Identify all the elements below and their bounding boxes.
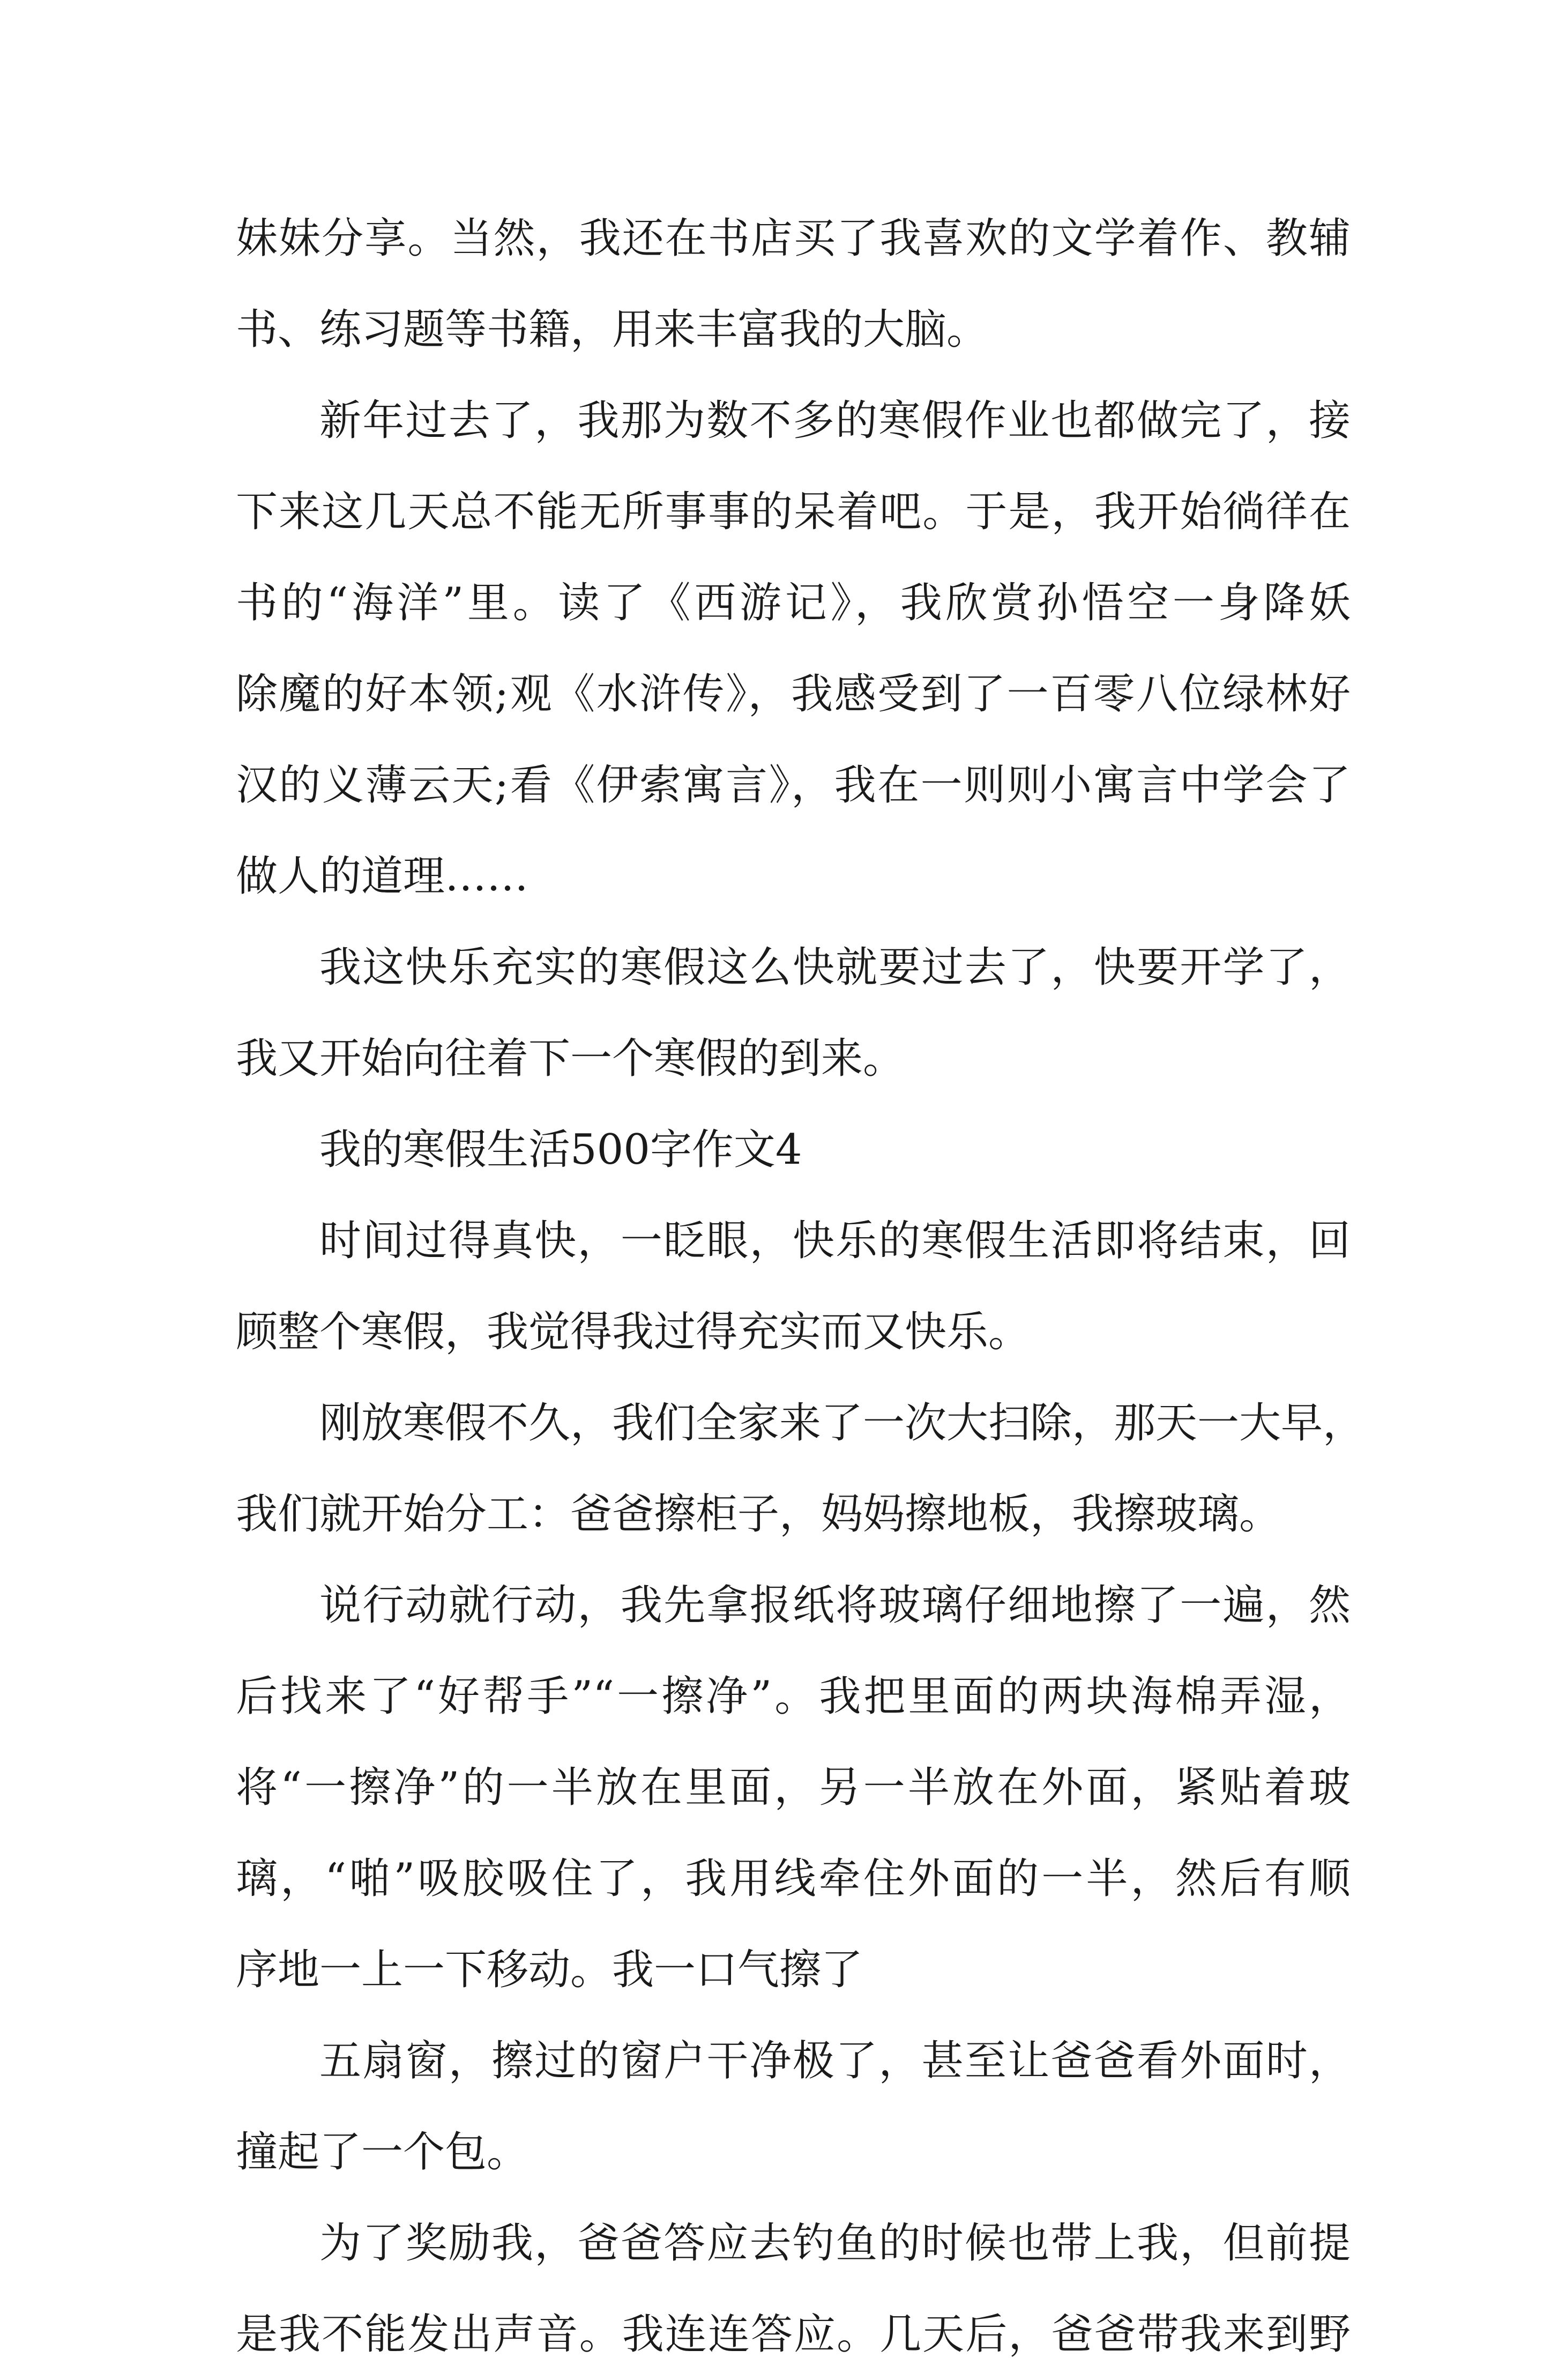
text-line: 是我不能发出声音。我连连答应。几天后，爸爸带我来到野 (236, 2310, 1351, 2359)
document-body (236, 193, 1365, 2380)
text-line: 汉的义薄云天;看《伊索寓言》，我在一则则小寓言中学会了 (236, 761, 1351, 809)
text-line: 除魔的好本领;观《水浒传》，我感受到了一百零八位绿林好 (236, 670, 1351, 718)
paragraph-start-line: 说行动就行动，我先拿报纸将玻璃仔细地擦了一遍，然 (319, 1581, 1351, 1630)
text-line: 书、练习题等书籍，用来丰富我的大脑。 (236, 306, 989, 354)
section-heading: 我的寒假生活500字作文4 (319, 1126, 802, 1174)
paragraph-start-line: 新年过去了，我那为数不多的寒假作业也都做完了，接 (319, 397, 1351, 445)
text-line: 做人的道理…… (236, 852, 529, 901)
text-line: 我们就开始分工：爸爸擦柜子，妈妈擦地板，我擦玻璃。 (236, 1490, 1281, 1538)
paragraph-start-line: 我这快乐充实的寒假这么快就要过去了，快要开学了， (319, 943, 1351, 992)
paragraph-start-line: 刚放寒假不久，我们全家来了一次大扫除，那天一大早， (319, 1399, 1365, 1447)
text-line: 璃，“啪”吸胶吸住了，我用线牵住外面的一半，然后有顺 (236, 1855, 1351, 1903)
paragraph-start-line: 时间过得真快，一眨眼，快乐的寒假生活即将结束，回 (319, 1217, 1351, 1265)
paragraph-start-line: 五扇窗，擦过的窗户干净极了，甚至让爸爸看外面时， (319, 2037, 1351, 2085)
text-line: 后找来了“好帮手”“一擦净”。我把里面的两块海棉弄湿， (236, 1672, 1351, 1721)
text-line: 将“一擦净”的一半放在里面，另一半放在外面，紧贴着玻 (236, 1764, 1351, 1812)
text-line: 序地一上一下移动。我一口气擦了 (236, 1946, 863, 1994)
text-line: 撞起了一个包。 (236, 2128, 529, 2176)
paragraph-start-line: 为了奖励我，爸爸答应去钓鱼的时候也带上我，但前提 (319, 2219, 1351, 2267)
text-line: 下来这几天总不能无所事事的呆着吧。于是，我开始徜徉在 (236, 488, 1351, 536)
text-line: 我又开始向往着下一个寒假的到来。 (236, 1035, 905, 1083)
text-line: 妹妹分享。当然，我还在书店买了我喜欢的文学着作、教辅 (236, 214, 1351, 263)
text-line: 顾整个寒假，我觉得我过得充实而又快乐。 (236, 1308, 1031, 1356)
text-line: 书的“海洋”里。读了《西游记》，我欣赏孙悟空一身降妖 (236, 579, 1351, 627)
